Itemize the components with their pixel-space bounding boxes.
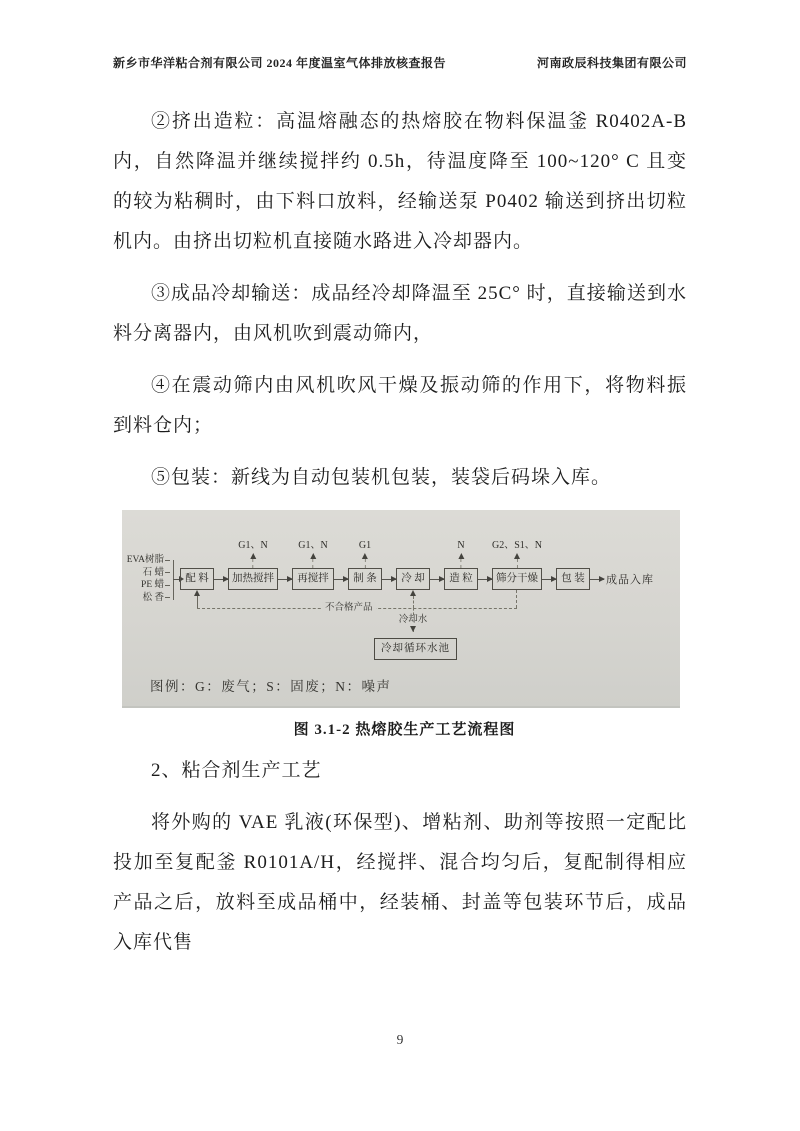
emission-annotation xyxy=(298,540,327,568)
connector-stem xyxy=(197,596,198,608)
input-arrow-icon xyxy=(173,579,179,580)
input-label: PE 蜡 xyxy=(141,580,164,590)
process-box: 造 粒 xyxy=(444,568,478,590)
emission-stem xyxy=(516,559,517,568)
figure-caption: 图 3.1-2 热熔胶生产工艺流程图 xyxy=(293,722,516,738)
sieving-return-stub xyxy=(516,590,517,608)
flow-arrow-icon xyxy=(430,579,444,580)
process-box: 加热搅拌 xyxy=(228,568,278,590)
stage-strip-forming xyxy=(348,540,382,590)
input-label: 松 香 xyxy=(142,592,164,603)
output-label: 成品入库 xyxy=(606,574,654,586)
emission-stem xyxy=(252,559,253,568)
paragraph-packaging: ⑤包装：新线为自动包装机包装，装袋后码垛入库。 xyxy=(151,467,612,488)
paragraph-cooling-transport: ③成品冷却输送：成品经冷却降温至 25C° 时，直接输送到水料分离器内，由风机吹到震动筛内， xyxy=(113,283,687,344)
stage-packing xyxy=(556,568,590,590)
section-heading: 2、粘合剂生产工艺 xyxy=(151,760,322,781)
flow-arrow-icon xyxy=(590,579,604,580)
figure-wrapper xyxy=(122,510,687,739)
emission-label: G2、S1、N xyxy=(491,540,543,551)
body-column xyxy=(113,102,687,963)
input-tick xyxy=(165,572,170,573)
input-eva xyxy=(126,554,170,567)
input-brace-line xyxy=(173,560,174,600)
stage-restir xyxy=(292,540,334,590)
flow-arrow-icon xyxy=(214,579,228,580)
input-label: 石 蜡 xyxy=(142,567,164,578)
figure-legend: 图例：G：废气；S：固废；N：噪声 xyxy=(150,679,392,694)
cooling-water-label: 冷却水 xyxy=(398,615,428,625)
flow-arrow-icon xyxy=(478,579,492,580)
cooling-water-line xyxy=(413,608,414,615)
offspec-label: 不合格产品 xyxy=(322,602,376,614)
stage-granulation xyxy=(444,540,478,590)
cooling-pool-box: 冷却循环水池 xyxy=(374,638,457,660)
emission-annotation xyxy=(457,540,464,568)
input-pe-wax xyxy=(126,579,170,592)
emission-label: N xyxy=(457,540,465,551)
process-box: 配 料 xyxy=(180,568,214,590)
input-paraffin xyxy=(126,567,170,580)
emission-stem xyxy=(460,559,461,568)
main-flow-row xyxy=(180,540,654,590)
stage-peiliao xyxy=(180,568,214,590)
process-box: 筛分干燥 xyxy=(492,568,542,590)
input-label: EVA树脂 xyxy=(126,555,164,565)
connector-stem xyxy=(413,596,414,608)
emission-stem xyxy=(312,559,313,568)
process-box: 再搅拌 xyxy=(292,568,334,590)
page-number: 9 xyxy=(396,1032,404,1047)
flow-arrow-icon xyxy=(542,579,556,580)
flow-arrow-icon xyxy=(382,579,396,580)
header-right-company: 河南政辰科技集团有限公司 xyxy=(536,56,687,70)
return-connector xyxy=(194,590,200,608)
input-rosin xyxy=(126,592,170,605)
emission-annotation xyxy=(492,540,542,568)
process-box: 包 装 xyxy=(556,568,590,590)
header-left-title: 新乡市华洋粘合剂有限公司 2024 年度温室气体排放核查报告 xyxy=(113,56,447,70)
process-box: 制 条 xyxy=(348,568,382,590)
input-tick xyxy=(165,597,170,598)
input-tick xyxy=(165,560,170,561)
emission-label: G1、N xyxy=(238,540,268,551)
process-box: 冷 却 xyxy=(396,568,430,590)
emission-annotation xyxy=(238,540,267,568)
paragraph-extrusion: ②挤出造粒：高温熔融态的热熔胶在物料保温釜 R0402A-B 内，自然降温并继续搅拌约 0.5h，待温度降至 100~120° C 且变的较为粘稠时，由下料口放料，经输送泵 P0402 输送到挤出切粒机内。由挤出切粒机直接随水路进入冷却器内。 xyxy=(113,111,687,252)
emission-annotation xyxy=(359,540,371,568)
emission-label: G1 xyxy=(358,540,372,551)
page-header xyxy=(113,54,687,71)
stage-cooling xyxy=(396,568,430,590)
stage-heating-mixing xyxy=(228,540,278,590)
paragraph-vibrating-screen: ④在震动筛内由风机吹风干燥及振动筛的作用下，将物料振到料仓内； xyxy=(113,375,687,436)
emission-label: G1、N xyxy=(298,540,328,551)
flow-arrow-icon xyxy=(278,579,292,580)
process-flow-diagram xyxy=(122,510,680,708)
stage-sieving-drying xyxy=(491,540,543,590)
cooling-connector xyxy=(410,590,416,608)
input-tick xyxy=(165,585,170,586)
flow-arrow-icon xyxy=(334,579,348,580)
emission-stem xyxy=(364,559,365,568)
paragraph-adhesive-process: 将外购的 VAE 乳液(环保型)、增粘剂、助剂等按照一定配比投加至复配釜 R0101A/H，经搅拌、混合均匀后，复配制得相应产品之后，放料至成品桶中，经装桶、封盖等包装环节后，成品入库代售 xyxy=(113,812,687,953)
raw-material-inputs xyxy=(126,554,170,604)
